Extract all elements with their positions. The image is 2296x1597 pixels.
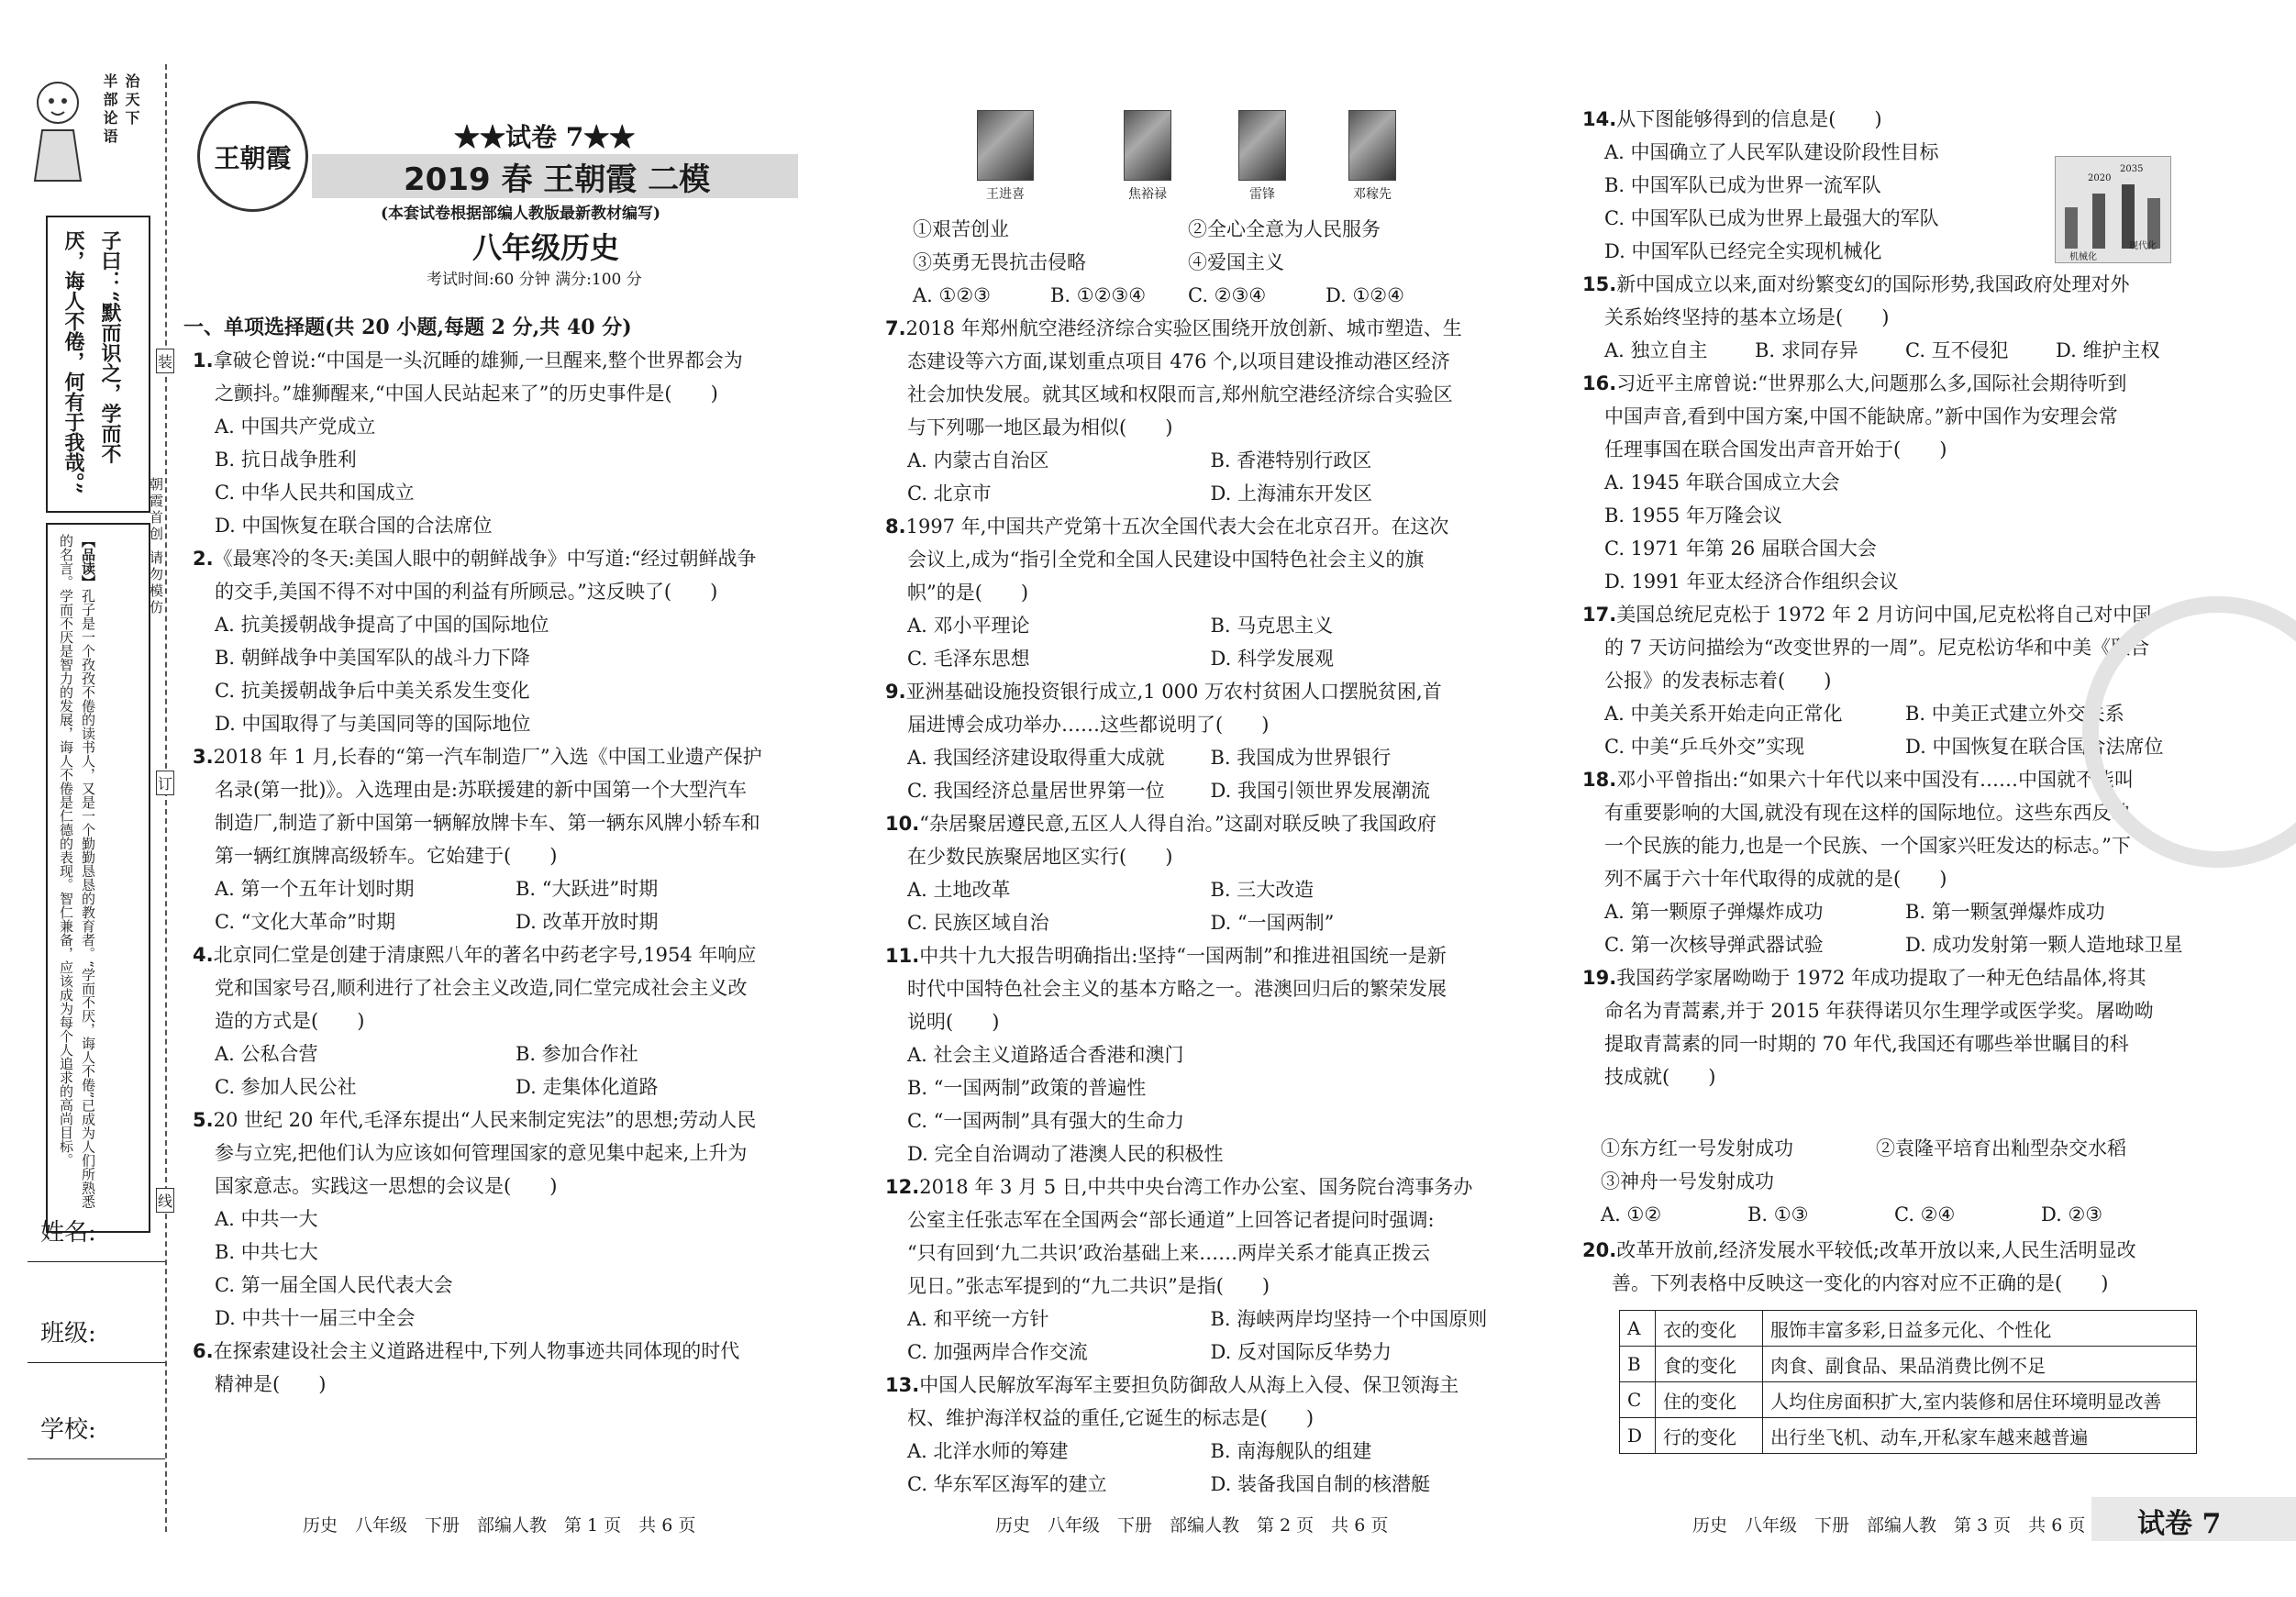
col2-question [885, 510, 1514, 675]
answer-option[interactable]: C. 民族区域自治 [907, 912, 1049, 934]
table-cell: 食的变化 [1656, 1347, 1763, 1382]
answer-option[interactable]: C. 1971 年第 26 届联合国大会 [1604, 538, 1877, 560]
q6-item-1: ①艰苦创业 [913, 218, 1009, 240]
col1-question [193, 344, 816, 542]
answer-option[interactable]: B. 中美正式建立外交关系 [1905, 703, 2124, 725]
col1-question [193, 740, 816, 938]
q19-item-1: ①东方红一号发射成功 [1601, 1137, 1793, 1159]
footer-page-1: 历史 八年级 下册 部编人教 第 1 页 共 6 页 [303, 1515, 696, 1536]
answer-option[interactable]: B. 抗日战争胜利 [215, 449, 357, 471]
answer-option[interactable]: D. 1991 年亚太经济合作组织会议 [1604, 571, 1899, 593]
answer-option[interactable]: A. 公私合营 [215, 1043, 318, 1065]
question-text: “只有回到‘九二共识’政治基础上来……两岸关系才能真正拨云 [907, 1242, 1431, 1264]
question-text: 技成就( ) [1604, 1066, 1716, 1088]
question-text: 中国声音,看到中国方案,中国不能缺席。”新中国作为安理会常 [1604, 405, 2118, 427]
photo-1 [977, 110, 1034, 203]
question-number: 14. [1582, 108, 1617, 130]
column-2 [885, 312, 1514, 1501]
name-label: 姓名: [40, 1219, 96, 1247]
question-text: 亚洲基础设施投资银行成立,1 000 万农村贫困人口摆脱贫困,首 [905, 681, 1442, 703]
col2-question [885, 939, 1514, 1170]
logo-text: 王朝霞 [214, 142, 292, 173]
question-text: 提取青蒿素的同一时期的 70 年代,我国还有哪些举世瞩目的科 [1604, 1033, 2129, 1055]
q19-option-a[interactable]: A. ①② [1601, 1203, 1662, 1225]
q20-line-2: 善。下列表格中反映这一变化的内容对应不正确的是( ) [1612, 1272, 2109, 1294]
col3-question [1582, 367, 2206, 598]
cut-mark-2: 订 [156, 771, 174, 795]
answer-option[interactable]: D. 上海浦东开发区 [1210, 482, 1372, 505]
answer-option[interactable]: A. 第一个五年计划时期 [215, 878, 415, 900]
answer-option[interactable]: A. 我国经济建设取得重大成就 [907, 747, 1165, 769]
question-text: 关系始终坚持的基本立场是( ) [1604, 306, 1890, 328]
answer-option[interactable]: D. 走集体化道路 [516, 1076, 659, 1098]
question-number: 7. [885, 317, 906, 339]
answer-option[interactable]: B. 中共七大 [215, 1241, 318, 1263]
photo-caption-4: 邓稼先 [1353, 187, 1392, 202]
answer-option[interactable]: C. 中华人民共和国成立 [215, 482, 415, 504]
question-text: 任理事国在联合国发出声音开始于( ) [1604, 438, 1947, 460]
question-number: 19. [1582, 967, 1617, 989]
question-number: 11. [885, 945, 920, 967]
answer-option[interactable]: C. 第一次核导弹武器试验 [1604, 934, 1824, 956]
answer-option[interactable]: A. 中共一大 [215, 1208, 318, 1230]
q6-item-4: ④爱国主义 [1188, 251, 1284, 273]
col2-question [885, 1170, 1514, 1369]
answer-option[interactable]: C. 我国经济总量居世界第一位 [907, 780, 1165, 802]
answer-option[interactable]: A. 社会主义道路适合香港和澳门 [907, 1044, 1184, 1066]
question-text: 制造厂,制造了新中国第一辆解放牌卡车、第一辆东风牌小轿车和 [215, 812, 760, 834]
page-title: 2019 春 王朝霞 二模 [404, 161, 711, 198]
question-text: 拿破仑曾说:“中国是一头沉睡的雄狮,一旦醒来,整个世界都会为 [213, 349, 743, 372]
corner-label [2091, 1497, 2296, 1541]
answer-option[interactable]: B. “大跃进”时期 [516, 878, 659, 900]
answer-option[interactable]: D. 中国恢复在联合国合法席位 [1905, 736, 2164, 758]
table-row [1620, 1418, 2197, 1454]
photo-2 [1124, 110, 1171, 203]
photo-caption-2: 焦裕禄 [1128, 187, 1167, 202]
q19-extra [1601, 1132, 2206, 1231]
photo-4 [1348, 110, 1396, 203]
answer-option[interactable]: D. 科学发展观 [1210, 648, 1334, 670]
photo-caption-3: 雷锋 [1249, 187, 1275, 202]
col2-question [885, 675, 1514, 807]
table-row [1620, 1347, 2197, 1382]
col2-question [885, 312, 1514, 510]
q19-item-3: ③神舟一号发射成功 [1601, 1170, 1774, 1192]
answer-option[interactable]: B. 南海舰队的组建 [1210, 1440, 1372, 1462]
question-text: 2018 年郑州航空港经济综合实验区围绕开放创新、城市塑造、生 [905, 317, 1462, 339]
answer-option[interactable]: D. 我国引领世界发展潮流 [1210, 780, 1430, 802]
answer-option[interactable]: D. 反对国际反华势力 [1210, 1341, 1392, 1363]
question-text: 1997 年,中国共产党第十五次全国代表大会在北京召开。在这次 [905, 516, 1449, 538]
col1-question [193, 938, 816, 1103]
question-text: 在探索建设社会主义道路进程中,下列人物事迹共同体现的时代 [213, 1340, 740, 1362]
question-number: 9. [885, 681, 906, 703]
question-number: 3. [193, 746, 214, 768]
answer-option[interactable]: C. 参加人民公社 [215, 1076, 357, 1098]
question-text: 说明( ) [907, 1011, 1000, 1033]
col2-question [885, 807, 1514, 939]
question-number: 10. [885, 813, 920, 835]
question-text: 公室主任张志军在全国两会“部长通道”上回答记者提问时强调: [907, 1209, 1435, 1231]
subtitle: (本套试卷根据部编人教版最新教材编写) [381, 205, 661, 223]
q14-label-mech: 机械化 [2069, 252, 2097, 262]
answer-option[interactable]: B. 我国成为世界银行 [1210, 747, 1392, 769]
answer-option[interactable]: A. 北洋水师的筹建 [907, 1440, 1069, 1462]
table-cell[interactable]: C [1620, 1382, 1656, 1418]
question-text: 会议上,成为“指引全党和全国人民建设中国特色社会主义的旗 [907, 549, 1425, 571]
answer-option[interactable]: D. 中共十一届三中全会 [215, 1307, 416, 1329]
review-label: 【品读】 [80, 534, 96, 589]
question-number: 12. [885, 1176, 920, 1198]
question-text: 新中国成立以来,面对纷繁变幻的国际形势,我国政府处理对外 [1616, 273, 2130, 295]
answer-option[interactable]: C. 加强两岸合作交流 [907, 1341, 1088, 1363]
table-cell: 住的变化 [1656, 1382, 1763, 1418]
question-text: 时代中国特色社会主义的基本方略之一。港澳回归后的繁荣发展 [907, 978, 1447, 1000]
exam-info: 考试时间:60 分钟 满分:100 分 [427, 271, 642, 289]
q19-option-c[interactable]: C. ②④ [1894, 1203, 1956, 1225]
question-text: 与下列哪一地区最为相似( ) [907, 416, 1173, 438]
answer-option[interactable]: B. 海峡两岸均坚持一个中国原则 [1210, 1308, 1488, 1330]
photo-caption-1: 王进喜 [986, 187, 1025, 202]
question-number: 17. [1582, 604, 1617, 626]
table-cell: 衣的变化 [1656, 1311, 1763, 1347]
question-text: 我国药学家屠呦呦于 1972 年成功提取了一种无色结晶体,将其 [1616, 967, 2146, 989]
footer-page-3: 历史 八年级 下册 部编人教 第 3 页 共 6 页 [1692, 1515, 2086, 1536]
table-cell[interactable]: B [1620, 1347, 1656, 1382]
answer-option[interactable]: A. 土地改革 [907, 879, 1011, 901]
answer-option[interactable]: C. 中国军队已成为世界上最强大的军队 [1604, 207, 1939, 229]
question-text: 20 世纪 20 年代,毛泽东提出“人民来制定宪法”的思想;劳动人民 [213, 1109, 757, 1131]
answer-option[interactable]: B. 朝鲜战争中美国军队的战斗力下降 [215, 647, 530, 669]
answer-option[interactable]: A. 和平统一方针 [907, 1308, 1049, 1330]
question-text: 见日。”张志军提到的“九二共识”是指( ) [907, 1275, 1270, 1297]
question-20 [1582, 1234, 2206, 1300]
answer-option[interactable]: A. 独立自主 [1604, 339, 1708, 361]
q6-item-2: ②全心全意为人民服务 [1188, 218, 1381, 240]
quote-text: 子曰：“默而识之，学而不厌，诲人不倦，何有于我哉。” [61, 230, 122, 494]
question-text: 造的方式是( ) [215, 1010, 365, 1032]
question-text: 名录(第一批)》。入选理由是:苏联援建的新中国第一个大型汽车 [215, 779, 747, 801]
question-text: 从下图能够得到的信息是( ) [1616, 108, 1882, 130]
school-field[interactable] [28, 1394, 165, 1459]
answer-option[interactable]: D. “一国两制” [1210, 912, 1335, 934]
answer-option[interactable]: A. 中国确立了人民军队建设阶段性目标 [1604, 141, 1939, 163]
question-text: 党和国家号召,顺利进行了社会主义改造,同仁堂完成社会主义改 [215, 977, 748, 999]
answer-option[interactable]: B. 三大改造 [1210, 879, 1314, 901]
review-box [46, 523, 150, 1233]
answer-option[interactable]: D. 改革开放时期 [516, 911, 659, 933]
answer-option[interactable]: D. 中国取得了与美国同等的国际地位 [215, 713, 531, 735]
cut-mark-1: 装 [156, 349, 174, 373]
col2-question [885, 1369, 1514, 1501]
col3-question [1582, 103, 2206, 268]
question-text: 精神是( ) [215, 1373, 327, 1395]
question-number: 18. [1582, 769, 1617, 791]
answer-option[interactable]: D. 成功发射第一颗人造地球卫星 [1905, 934, 2183, 956]
question-number: 13. [885, 1374, 920, 1396]
q20-number: 20. [1582, 1239, 1617, 1261]
school-label: 学校: [40, 1416, 96, 1444]
answer-option[interactable]: B. 中国军队已成为世界一流军队 [1604, 174, 1881, 196]
question-text: 2018 年 1 月,长春的“第一汽车制造厂”入选《中国工业遗产保护 [213, 746, 762, 768]
question-number: 6. [193, 1340, 214, 1362]
table-row [1620, 1382, 2197, 1418]
answer-option[interactable]: C. 北京市 [907, 482, 992, 505]
question-text: 公报》的发表标志着( ) [1604, 670, 1832, 692]
question-text: 国家意志。实践这一思想的会议是( ) [215, 1175, 558, 1197]
table-cell[interactable]: D [1620, 1418, 1656, 1454]
question-text: 中国人民解放军海军主要担负防御敌人从海上入侵、保卫领海主 [919, 1374, 1459, 1396]
quote-box [46, 216, 150, 513]
answer-option[interactable]: C. 毛泽东思想 [907, 648, 1030, 670]
q6-photos [977, 110, 1436, 211]
question-text: 命名为青蒿素,并于 2015 年获得诺贝尔生理学或医学奖。屠呦呦 [1604, 1000, 2154, 1022]
answer-option[interactable]: D. 维护主权 [2056, 339, 2160, 361]
table-cell: 肉食、副食品、果品消费比例不足 [1763, 1347, 2197, 1382]
q14-label-2035: 2035 [2120, 164, 2144, 174]
question-text: 第一辆红旗牌高级轿车。它始建于( ) [215, 845, 558, 867]
subject-title: 八年级历史 [472, 230, 620, 265]
answer-option[interactable]: B. 香港特别行政区 [1210, 449, 1372, 471]
answer-option[interactable]: C. 第一届全国人民代表大会 [215, 1274, 453, 1296]
cut-mark-3: 线 [156, 1188, 174, 1213]
question-text: 社会加快发展。就其区域和权限而言,郑州航空港经济综合实验区 [907, 383, 1453, 405]
answer-option[interactable]: C. 中美“乒乓外交”实现 [1604, 736, 1805, 758]
answer-option[interactable]: A. 抗美援朝战争提高了中国的国际地位 [215, 614, 549, 636]
paper-number: ★★试卷 7★★ [454, 122, 636, 152]
question-text: 的 7 天访问描绘为“改变世界的一周”。尼克松访华和中美《联合 [1604, 637, 2150, 659]
column-3 [1582, 103, 2206, 1093]
q19-option-b[interactable]: B. ①③ [1747, 1203, 1809, 1225]
table-cell: 人均住房面积扩大,室内装修和居住环境明显改善 [1763, 1382, 2197, 1418]
answer-option[interactable]: B. 马克思主义 [1210, 615, 1334, 637]
q6-item-3: ③英勇无畏抗击侵略 [913, 251, 1086, 273]
col1-question [193, 1335, 816, 1401]
q20-table [1619, 1310, 2197, 1454]
section-title: 一、单项选择题(共 20 小题,每题 2 分,共 40 分) [183, 316, 632, 339]
question-number: 5. [193, 1109, 214, 1131]
class-label: 班级: [40, 1320, 96, 1347]
cut-line [165, 64, 167, 1532]
footer-page-2: 历史 八年级 下册 部编人教 第 2 页 共 6 页 [995, 1515, 1389, 1536]
q6-option-c[interactable]: C. ②③④ [1188, 284, 1267, 306]
col3-question [1582, 268, 2206, 367]
question-number: 1. [193, 349, 214, 372]
publisher-note: 朝霞首创 请勿模仿 [148, 477, 164, 616]
question-text: 态建设等六方面,谋划重点项目 476 个,以项目建设推动港区经济 [907, 350, 1450, 372]
q6-option-b[interactable]: B. ①②③④ [1050, 284, 1147, 306]
answer-option[interactable]: C. 抗美援朝战争后中美关系发生变化 [215, 680, 530, 702]
table-cell: 出行坐飞机、动车,开私家车越来越普遍 [1763, 1418, 2197, 1454]
table-cell[interactable]: A [1620, 1311, 1656, 1347]
answer-option[interactable]: B. 1955 年万隆会议 [1604, 505, 1782, 527]
question-number: 2. [193, 548, 214, 570]
question-text: 有重要影响的大国,就没有现在这样的国际地位。这些东西反映 [1604, 802, 2131, 824]
class-field[interactable] [28, 1298, 165, 1363]
answer-option[interactable]: C. “一国两制”具有强大的生命力 [907, 1110, 1185, 1132]
q6-option-a[interactable]: A. ①②③ [913, 284, 991, 306]
question-text: 2018 年 3 月 5 日,中共中央台湾工作办公室、国务院台湾事务办 [919, 1176, 1473, 1198]
question-text: 《最寒冷的冬天:美国人眼中的朝鲜战争》中写道:“经过朝鲜战争 [213, 548, 757, 570]
question-text: 在少数民族聚居地区实行( ) [907, 846, 1173, 868]
sidebar-motto: 半部论语 [101, 73, 118, 147]
q6-option-d[interactable]: D. ①②④ [1325, 284, 1404, 306]
col3-question [1582, 961, 2206, 1093]
answer-option[interactable]: A. 1945 年联合国成立大会 [1604, 471, 1840, 494]
q14-label-2020: 2020 [2088, 173, 2112, 183]
answer-option[interactable]: C. “文化大革命”时期 [215, 911, 396, 933]
answer-option[interactable]: D. 中国军队已经完全实现机械化 [1604, 240, 1882, 262]
question-number: 4. [193, 944, 214, 966]
sidebar-motto-2: 治天下 [123, 73, 140, 128]
logo [197, 101, 308, 212]
answer-option[interactable]: B. 第一颗氢弹爆炸成功 [1905, 901, 2105, 923]
answer-option[interactable]: D. 装备我国自制的核潜艇 [1210, 1473, 1430, 1495]
answer-option[interactable]: A. 第一颗原子弹爆炸成功 [1604, 901, 1824, 923]
q20-line-1: 改革开放前,经济发展水平较低;改革开放以来,人民生活明显改 [1616, 1239, 2136, 1261]
q19-option-d[interactable]: D. ②③ [2041, 1203, 2103, 1225]
question-number: 16. [1582, 372, 1617, 394]
review-body: 孔子是一个孜孜不倦的读书人，又是一个勤勤恳恳的教育者。“学而不厌，诲人不倦”已成为人们所熟悉的名言。学而不厌是智力的发展，诲人不倦是仁德的表现。智仁兼备，应该成为每个人追求的高尚目标。 [58, 534, 96, 1209]
question-text: 参与立宪,把他们认为应该如何管理国家的意见集中起来,上升为 [215, 1142, 748, 1164]
col1-question [193, 542, 816, 740]
question-text: 列不属于六十年代取得的成就的是( ) [1604, 868, 1947, 890]
question-number: 8. [885, 516, 906, 538]
question-text: 帜”的是( ) [907, 582, 1029, 604]
question-text: 一个民族的能力,也是一个民族、一个国家兴旺发达的标志。”下 [1604, 835, 2131, 857]
question-text: 北京同仁堂是创建于清康熙八年的著名中药老字号,1954 年响应 [213, 944, 757, 966]
photo-3 [1238, 110, 1286, 203]
review-text [48, 525, 106, 1231]
question-text: “杂居聚居遵民意,五区人人得自治。”这副对联反映了我国政府 [919, 813, 1436, 835]
q14-label-modern: 现代化 [2129, 241, 2157, 251]
answer-option[interactable]: D. 完全自治调动了港澳人民的积极性 [907, 1143, 1224, 1165]
answer-option[interactable]: A. 邓小平理论 [907, 615, 1030, 637]
question-text: 邓小平曾指出:“如果六十年代以来中国没有……中国就不能叫 [1616, 769, 2135, 791]
sidebar [18, 64, 156, 1486]
answer-option[interactable]: C. 互不侵犯 [1905, 339, 2009, 361]
name-field[interactable] [28, 1197, 165, 1262]
col1-question [193, 1103, 816, 1335]
q6-items [913, 213, 1463, 312]
question-text: 中共十九大报告明确指出:坚持“一国两制”和推进祖国统一是新 [919, 945, 1447, 967]
question-text: 之颤抖。”雄狮醒来,“中国人民站起来了”的历史事件是( ) [215, 383, 718, 405]
answer-option[interactable]: A. 中美关系开始走向正常化 [1604, 703, 1843, 725]
q19-item-2: ②袁隆平培育出籼型杂交水稻 [1876, 1137, 2126, 1159]
answer-option[interactable]: B. “一国两制”政策的普遍性 [907, 1077, 1147, 1099]
table-cell: 行的变化 [1656, 1418, 1763, 1454]
question-text: 美国总统尼克松于 1972 年 2 月访问中国,尼克松将自己对中国 [1616, 604, 2152, 626]
question-text: 习近平主席曾说:“世界那么大,问题那么多,国际社会期待听到 [1616, 372, 2127, 394]
question-text: 权、维护海洋权益的重任,它诞生的标志是( ) [907, 1407, 1314, 1429]
answer-option[interactable]: A. 中国共产党成立 [215, 416, 376, 438]
question-text: 的交手,美国不得不对中国的利益有所顾忌。”这反映了( ) [215, 581, 718, 603]
answer-option[interactable]: A. 内蒙古自治区 [907, 449, 1049, 471]
corner-label-text: 试卷 7 [2137, 1508, 2222, 1540]
column-1 [193, 344, 816, 1401]
question-text: 届进博会成功举办……这些都说明了( ) [907, 714, 1270, 736]
answer-option[interactable]: C. 华东军区海军的建立 [907, 1473, 1107, 1495]
answer-option[interactable]: B. 参加合作社 [516, 1043, 638, 1065]
table-cell: 服饰丰富多彩,日益多元化、个性化 [1763, 1311, 2197, 1347]
cartoon-avatar-icon [26, 75, 90, 185]
question-number: 15. [1582, 273, 1617, 295]
answer-option[interactable]: D. 中国恢复在联合国的合法席位 [215, 515, 493, 537]
table-row [1620, 1311, 2197, 1347]
answer-option[interactable]: B. 求同存异 [1755, 339, 1858, 361]
